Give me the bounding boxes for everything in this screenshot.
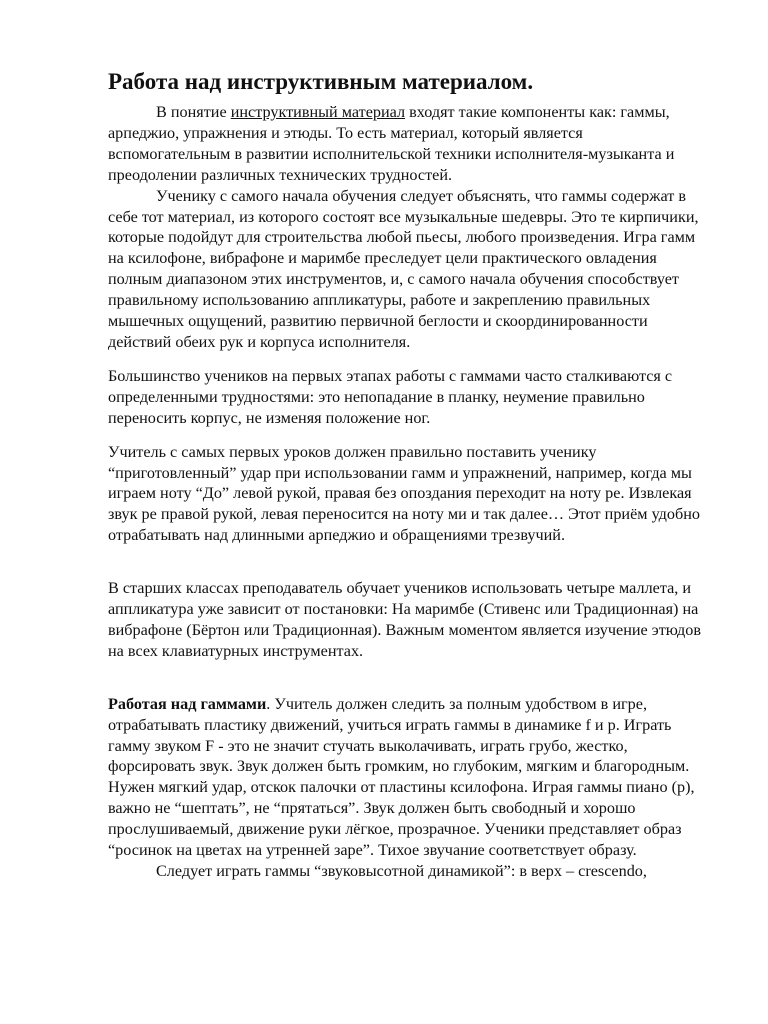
document-page — [108, 68, 708, 882]
paragraph-prepared-stroke: Учитель с самых первых уроков должен правильно поставить ученику “приготовленный” удар при использовании гамм и упражнений, например, когда мы играем ноту “До” левой рукой, правая без опоздания переходит на ноту ре. Извлекая звук ре правой рукой, левая переносится на ноту ми и так далее… Этот приём удобно отрабатывать над длинными арпеджио и обращениями трезвучий. — [108, 442, 700, 545]
paragraph-scales-purpose: Ученику с самого начала обучения следует объяснять, что гаммы содержат в себе тот материал, из которого состоят все музыкальные шедевры. Это те кирпичики, которые подойдут для строительства любой пьесы, любого произведения. Игра гамм на ксилофоне, вибрафоне и маримбе преследует цели практического овладения полным диапазоном этих инструментов, и, с самого начала обучения способствует правильному использованию аппликатуры, работе и закреплению правильных мышечных ощущений, развитию первичной беглости и скоординированности действий обеих рук и корпуса исполнителя. — [108, 186, 699, 351]
bold-heading: Работая над гаммами — [108, 694, 267, 713]
paragraph-dynamics: Следует играть гаммы “звуковысотной динамикой”: в верх – crescendo, — [156, 862, 647, 880]
paragraph-text: В понятие — [156, 103, 231, 121]
underlined-term: инструктивный материал — [230, 103, 406, 121]
page-title: Работа над инструктивным материалом. — [108, 69, 534, 94]
paragraph-text: входят такие компоненты как: гаммы, арпеджио, упражнения и этюды. То есть материал, который является вспомогательным в развитии исполнительской техники исполнителя-музыканта и преодолении различных технических трудностей. — [108, 103, 675, 184]
paragraph-working-on-scales — [108, 694, 708, 861]
paragraph-instructive-material — [108, 102, 708, 186]
paragraph-difficulties: Большинство учеников на первых этапах работы с гаммами часто сталкиваются с определенными трудностями: это непопадание в планку, неумение правильно переносить корпус, не изменяя положение ног. — [108, 366, 673, 427]
paragraph-text: . Учитель должен следить за полным удобством в игре, отрабатывать пластику движений, учиться играть гаммы в динамике f и p. Играть гамму звуком F - это не значит стучать выколачивать, играть грубо, жестко, форсировать звук. Звук должен быть громким, но глубоким, мягким и благородным. Нужен мягкий удар, отскок палочки от пластины ксилофона. Играя гаммы пиано (p), важно не “шептать”, не “прятаться”. Звук должен быть свободный и хорошо прослушиваемый, движение руки лёгкое, прозрачное. Ученики представляет образ “росинок на цветах на утренней заре”. Тихое звучание соответствует образу. — [108, 694, 695, 860]
paragraph-four-mallets: В старших классах преподаватель обучает учеников использовать четыре маллета, и аппликатура уже зависит от постановки: На маримбе (Стивенс или Традиционная) на вибрафоне (Бёртон или Традиционная). Важным моментом является изучение этюдов на всех клавиатурных инструментах. — [108, 579, 702, 660]
